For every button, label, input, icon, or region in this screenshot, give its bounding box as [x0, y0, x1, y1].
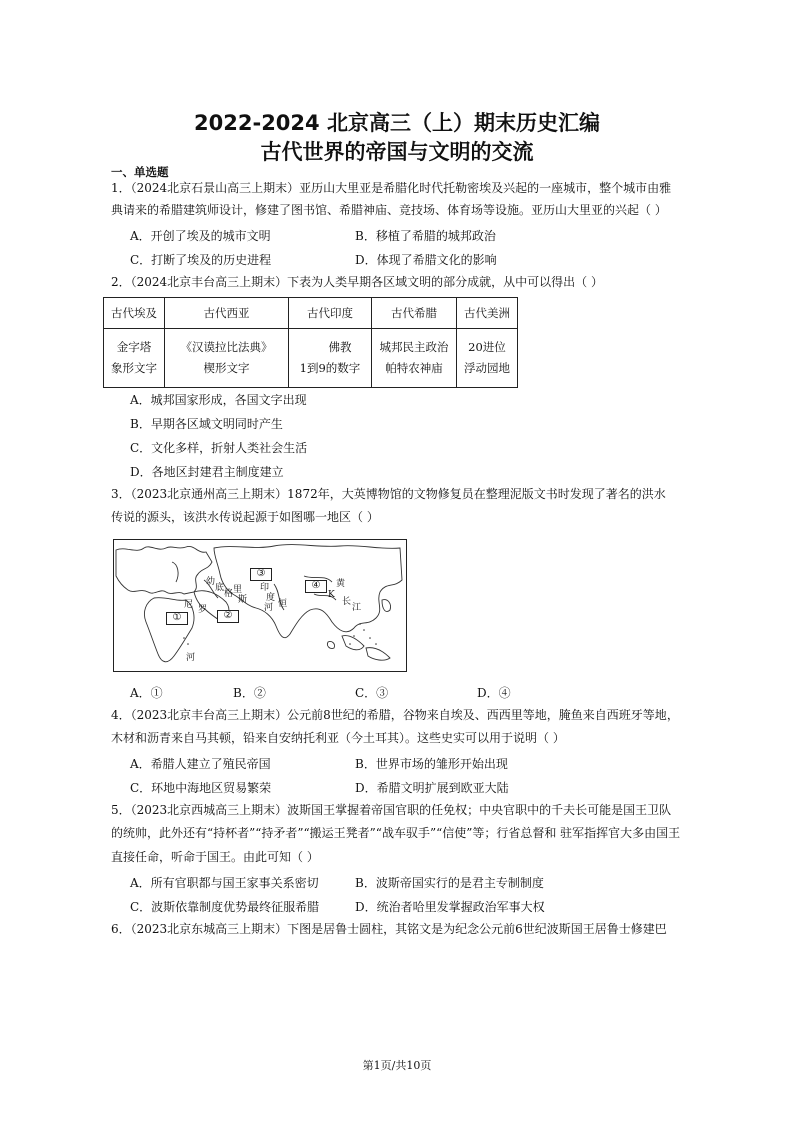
q2-option-c: C．文化多样，折射人类社会生活 [130, 441, 308, 455]
map-region-2-label: ② [217, 610, 239, 623]
map-place-label: K [328, 590, 335, 600]
map-place-label: 江 [352, 603, 362, 613]
q2-option-d: D．各地区封建君主制度建立 [130, 465, 284, 479]
cell-line: 楔形文字 [203, 361, 250, 375]
q4-option-c: C．环地中海地区贸易繁荣 [130, 781, 272, 795]
cell-line: 金字塔 [116, 340, 152, 354]
q4-option-a: A．希腊人建立了殖民帝国 [130, 757, 271, 771]
q5-option-a: A．所有官职都与国王家事关系密切 [130, 876, 319, 890]
map-place-label: 长 [342, 597, 352, 607]
document-title-line2: 古代世界的帝国与文明的交流 [260, 140, 534, 164]
map-place-label: 格 [224, 589, 234, 599]
map-place-label: 度 [266, 593, 276, 603]
map-place-label: 黄 [336, 579, 346, 589]
table-header-cell: 古代西亚 [165, 298, 289, 329]
cell-line: 帕特农神庙 [385, 361, 443, 375]
q4-option-d: D．希腊文明扩展到欧亚大陆 [355, 781, 509, 795]
cell-line: 1到9的数字 [299, 361, 361, 375]
table-header-cell: 古代希腊 [372, 298, 457, 329]
map-place-label: 印 [260, 583, 270, 593]
q2-stem-line1: 2．（2024北京丰台高三上期末）下表为人类早期各区域文明的部分成就，从中可以得出（ ） [111, 275, 603, 289]
q1-option-d: D．体现了希腊文化的影响 [355, 253, 497, 267]
q3-option-d: D．④ [477, 686, 511, 700]
table-cell [457, 329, 518, 388]
table-header-row [104, 298, 518, 329]
map-place-label: 斯 [238, 595, 248, 605]
map-place-label: 幼 [206, 577, 216, 587]
q1-option-a: A．开创了埃及的城市文明 [130, 229, 271, 243]
cell-line: 20进位 [468, 340, 506, 354]
q3-stem-line2: 传说的源头，该洪水传说起源于如图哪一地区（ ） [111, 510, 379, 524]
q5-option-d: D．统治者哈里发掌握政治军事大权 [355, 900, 545, 914]
ancient-civilizations-map [113, 539, 407, 672]
q1-stem-line2: 典请来的希腊建筑师设计，修建了图书馆、希腊神庙、竞技场、体育场等设施。亚历山大里亚的兴起（ ） [111, 203, 667, 217]
map-place-label: 河 [186, 653, 196, 663]
q4-stem-line2: 木材和沥青来自马其顿，铅来自安纳托利亚（今土耳其）。这些史实可以用于说明（ ） [111, 731, 565, 745]
map-region-4-label: ④ [305, 580, 327, 593]
q4-stem-line1: 4．（2023北京丰台高三上期末）公元前8世纪的希腊，谷物来自埃及、西西里等地，腌鱼来自西班牙等地， [111, 708, 679, 722]
map-place-label: 尼 [184, 600, 194, 610]
q3-option-b: B．② [233, 686, 266, 700]
q3-option-c: C．③ [355, 686, 389, 700]
q1-option-b: B．移植了希腊的城邦政治 [355, 229, 496, 243]
q5-option-b: B．波斯帝国实行的是君主专制制度 [355, 876, 544, 890]
q3-option-a: A．① [130, 686, 163, 700]
table-cell [289, 329, 372, 388]
page-number-footer: 第1页/共10页 [362, 1059, 432, 1072]
table-header-cell: 古代美洲 [457, 298, 518, 329]
table-header-cell: 古代埃及 [104, 298, 165, 329]
table-cell [165, 329, 289, 388]
cell-line: 浮动园地 [464, 361, 510, 375]
civilization-achievements-table [103, 297, 518, 388]
q1-stem-line1: 1．（2024北京石景山高三上期末）亚历山大里亚是希腊化时代托勒密埃及兴起的一座城市，整个城市由雅 [111, 181, 672, 195]
map-outline [114, 540, 406, 671]
table-header-cell: 古代印度 [289, 298, 372, 329]
q5-stem-line2: 的统帅，此外还有“持杯者”“持矛者”“搬运王凳者”“战车驭手”“信使”等；行省总督和 驻军指挥官大多由国王 [111, 826, 681, 840]
map-place-label: 罗 [198, 605, 208, 615]
table-cell [372, 329, 457, 388]
q2-option-b: B．早期各区域文明同时产生 [130, 417, 283, 431]
q5-option-c: C．波斯依靠制度优势最终征服希腊 [130, 900, 320, 914]
q1-option-c: C．打断了埃及的历史进程 [130, 253, 272, 267]
document-title-line1: 2022-2024 北京高三（上）期末历史汇编 [194, 111, 600, 135]
map-place-label: 河 [264, 603, 274, 613]
q6-stem-line1: 6．（2023北京东城高三上期末）下图是居鲁士圆柱，其铭文是为纪念公元前6世纪波斯国王居鲁士修建巴 [111, 922, 667, 936]
map-place-label: 里 [233, 585, 243, 595]
cell-line: 佛教 [328, 340, 352, 354]
q5-stem-line3: 直接任命，听命于国王。由此可知（ ） [111, 850, 319, 864]
map-region-1-label: ① [166, 612, 188, 625]
map-place-label: 恒 [278, 599, 288, 609]
q2-option-a: A．城邦国家形成，各国文字出现 [130, 393, 307, 407]
q5-stem-line1: 5．（2023北京西城高三上期末）波斯国王掌握着帝国官职的任免权；中央官职中的千夫长可能是国王卫队 [111, 803, 672, 817]
cell-line: 《汉谟拉比法典》 [180, 340, 273, 354]
cell-line: 城邦民主政治 [379, 340, 449, 354]
table-cell [104, 329, 165, 388]
map-region-3-label: ③ [250, 568, 272, 581]
section-heading: 一、单选题 [111, 165, 169, 179]
cell-line: 象形文字 [111, 361, 157, 375]
q4-option-b: B．世界市场的雏形开始出现 [355, 757, 508, 771]
q3-stem-line1: 3．（2023北京通州高三上期末）1872年，大英博物馆的文物修复员在整理泥版文书时发现了著名的洪水 [111, 487, 666, 501]
map-place-label: 底 [215, 583, 225, 593]
table-row [104, 329, 518, 388]
